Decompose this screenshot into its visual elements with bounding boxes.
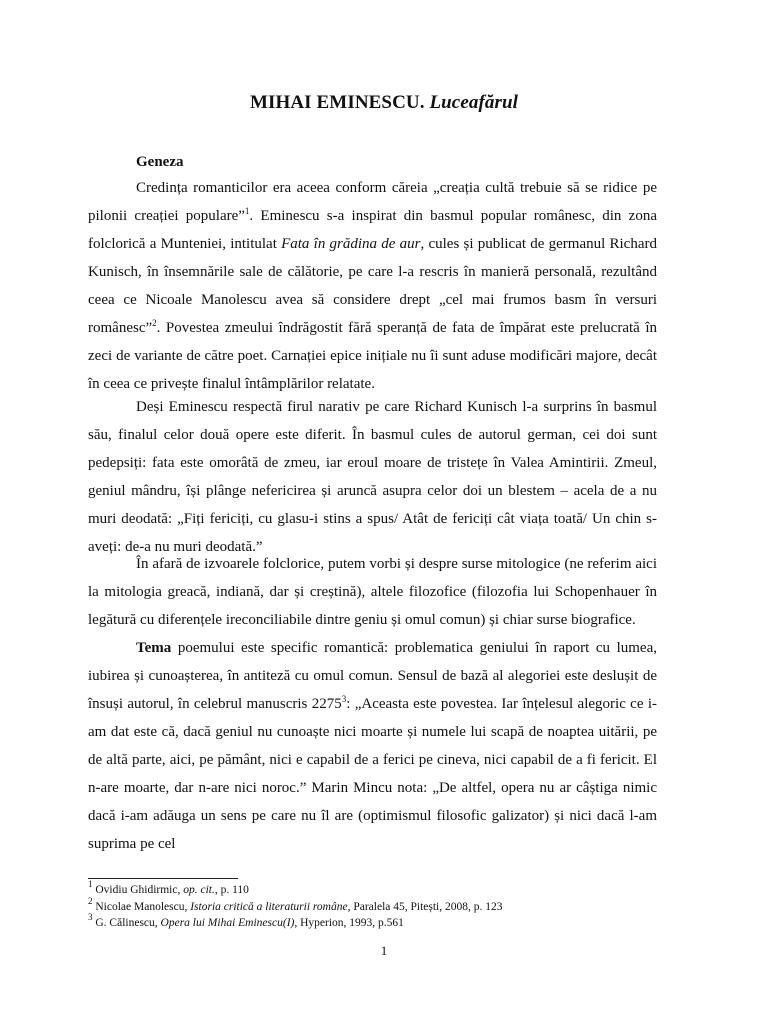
footnote-1-title: op. cit. xyxy=(183,884,215,896)
footnote-2-title: Istoria critică a literaturii române xyxy=(190,900,348,913)
footnote-ref-1: 1 xyxy=(244,206,250,216)
p1-text-c: , cules și publicat de germanul Richard Kunisch, în însemnările sale de călătorie, pe care l-a rescris în manieră personală, rezultând ceea ce Nicoale Manolescu avea să considere drept „cel mai frumos basm în versuri românesc” xyxy=(88,236,657,336)
page-title xyxy=(0,92,768,114)
p1-text-d: . Povestea zmeului îndrăgostit fără speranță de fata de împărat este prelucrată în zeci de variante de către poet. Carnației epice inițiale nu îi sunt aduse modificări majore, decât în ceea ce privește finalul întâmplărilor relatate. xyxy=(88,320,657,392)
p4-text-a: poemului este specific romantică: problematica geniului în raport cu lumea, iubirea și cunoașterea, în antiteză cu omul comun. Sensul de bază al alegoriei este deslușit de însuși autorul, în celebrul manuscris 2275 xyxy=(88,640,657,712)
footnote-2-number: 2 xyxy=(88,895,93,906)
page-number: 1 xyxy=(380,943,388,958)
footnote-1 xyxy=(88,879,668,899)
p4-text-b: : „Aceasta este povestea. Iar înțelesul alegoric ce i-am dat este că, dacă geniul nu cunoaște nici moarte și numele lui scapă de noaptea uitării, pe de altă parte, aici, pe pământ, nici e capabil de a ferici pe cineva, nici capabil de a fi fericit. El n-are moarte, dar n-are nici noroc.” Marin Mincu nota: „De altfel, opera nu ar câștiga nimic dacă i-am adăuga un sens pe care nu îl are (optimismul filosofic galizator) și nici dacă l-am suprima pe cel xyxy=(88,696,657,852)
footnote-3-title: Opera lui Mihai Eminescu(I), xyxy=(160,917,298,929)
footnote-3 xyxy=(88,912,668,932)
footnote-2-author: Nicolae Manolescu, xyxy=(92,900,191,913)
p1-text-b: . Eminescu s-a inspirat din basmul popular românesc, din zona folclorică a Munteniei, intitulat xyxy=(88,208,657,252)
p4-bold-tema: Tema xyxy=(136,640,172,656)
paragraph-2 xyxy=(88,393,657,561)
footnote-2 xyxy=(88,895,668,916)
footnote-1-author: Ovidiu Ghidirmic, xyxy=(92,884,184,896)
footnote-3-author: G. Călinescu, xyxy=(92,917,161,929)
footnotes xyxy=(88,879,668,932)
p1-text-a: Credința romanticilor era aceea conform căreia „creația cultă trebuie să se ridice pe pilonii creației populare” xyxy=(88,180,657,224)
title-author: MIHAI EMINESCU. xyxy=(249,92,425,113)
p1-italic-title: Fata în grădina de aur xyxy=(281,236,421,252)
paragraph-3 xyxy=(88,550,657,634)
footnote-1-number: 1 xyxy=(88,879,93,889)
footnote-ref-3: 3 xyxy=(341,694,347,704)
title-work: Luceafărul xyxy=(429,92,519,113)
footnote-ref-2: 2 xyxy=(152,318,157,328)
paragraph-1 xyxy=(88,174,657,398)
footnote-3-number: 3 xyxy=(88,912,93,922)
section-heading-geneza: Geneza xyxy=(136,154,184,170)
footnote-1-details: , p. 110 xyxy=(214,884,249,896)
p2-text: Deși Eminescu respectă firul narativ pe care Richard Kunisch l-a surprins în basmul său, finalul celor două opere este diferit. În basmul cules de autorul german, cei doi sunt pedepsiți: fata este omorâtă de zmeu, iar eroul moare de tristețe în Valea Amintirii. Zmeul, geniul mândru, își plânge nefericirea și aruncă asupra celor doi un blestem – acela de a nu muri deodată: „Fiți fericiți, cu glasu-i stins a spus/ Atât de fericiți cât viața toată/ Un chin s-aveți: de-a nu muri deodată.” xyxy=(88,399,657,555)
footnote-3-details: Hyperion, 1993, p.561 xyxy=(297,917,404,929)
p3-text: În afară de izvoarele folclorice, putem vorbi și despre surse mitologice (ne referim aici la mitologia greacă, indiană, dar și creștină), altele filozofice (filozofia lui Schopenhauer în legătură cu diferențele ireconciliabile dintre geniu și omul comun) și chiar surse biografice. xyxy=(88,556,657,628)
paragraph-4 xyxy=(88,634,657,858)
footnote-divider xyxy=(88,878,238,879)
footnote-2-details: , Paralela 45, Pitești, 2008, p. 123 xyxy=(347,900,503,913)
